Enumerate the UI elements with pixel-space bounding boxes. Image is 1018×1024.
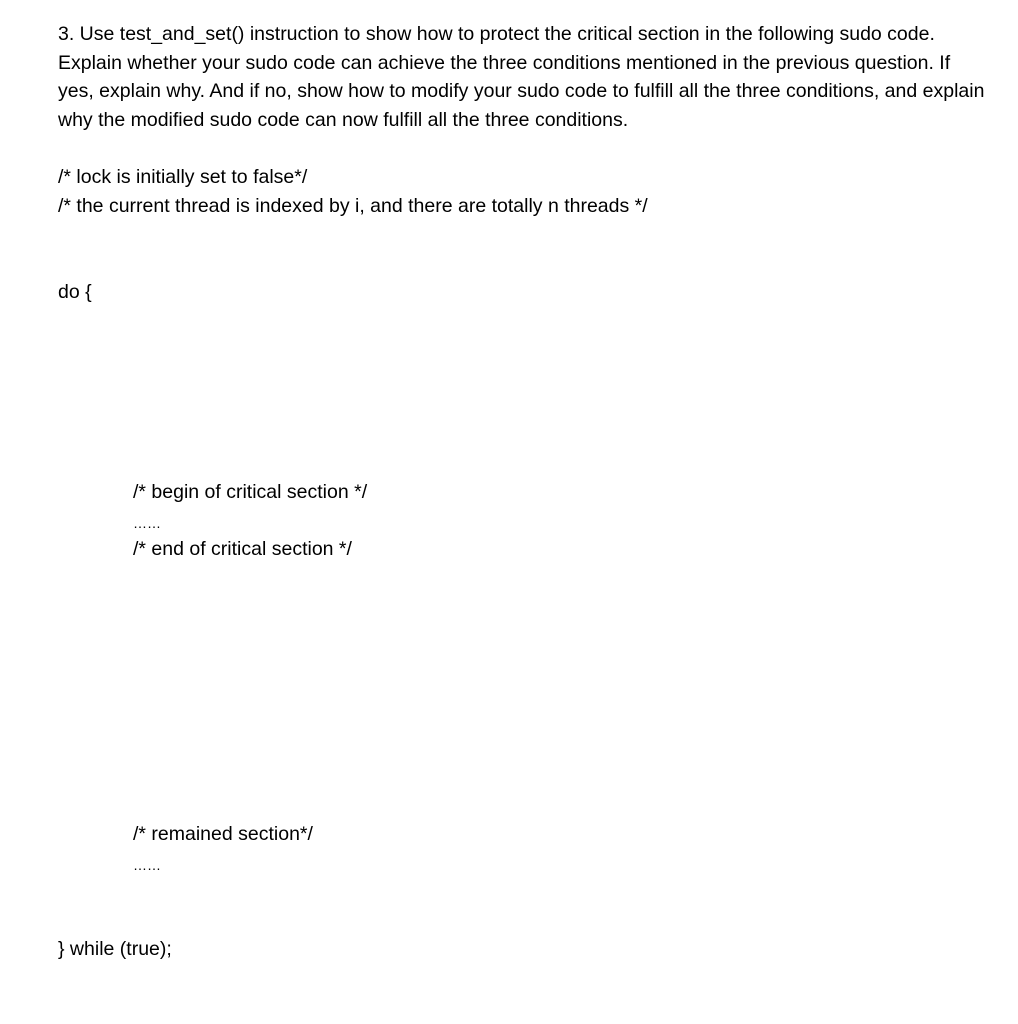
question-text: 3. Use test_and_set() instruction to show how to protect the critical section in the following sudo code. Explain whether your sudo code can achieve the three conditions mentioned in the previous question. If yes, explain why. And if no, show how to modify your sudo code to fulfill all the three conditions, and explain why the modified sudo code can now fulfill all the three conditions. [58, 23, 985, 132]
comment-end-critical-section: /* end of critical section */ [133, 538, 352, 560]
comment-begin-critical-section: /* begin of critical section */ [133, 481, 368, 503]
comment-lock-initial: /* lock is initially set to false*/ [58, 166, 308, 188]
critical-section-ellipsis: …… [133, 515, 161, 531]
comment-remained-section: /* remained section*/ [133, 823, 313, 845]
comment-thread-index: /* the current thread is indexed by i, and there are totally n threads */ [58, 195, 648, 217]
do-loop-open: do { [58, 281, 92, 303]
while-loop-close: } while (true); [58, 938, 172, 960]
remained-section-ellipsis: …… [133, 857, 161, 873]
